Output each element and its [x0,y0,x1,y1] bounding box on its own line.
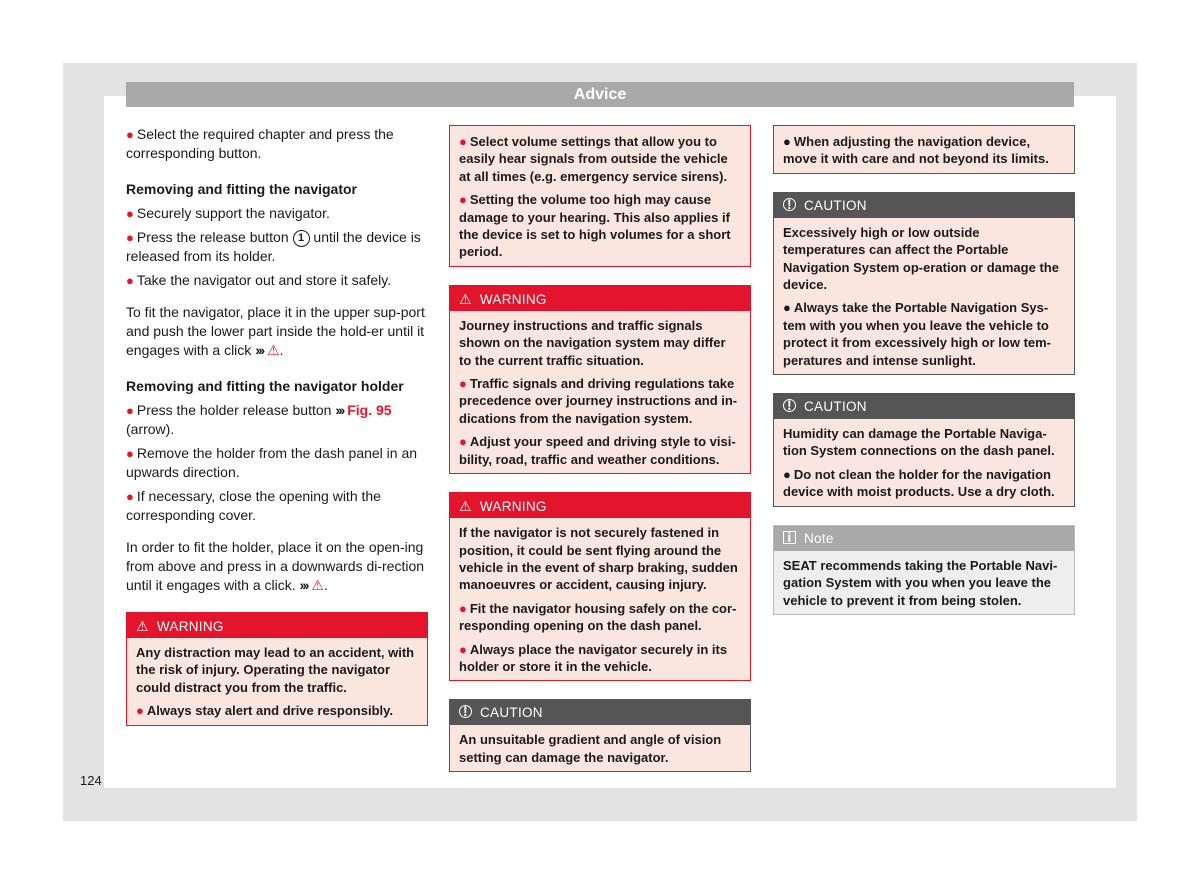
note-box [773,525,1075,615]
warning-text: If the navigator is not securely fastened in position, it could be sent flying around the vehicle in the event of sharp braking, sudden manoeuvres or accident, causing injury. [459,525,738,593]
list-item: ● Remove the holder from the dash panel in an upwards direction. [126,445,418,480]
bullet-icon: ● [126,230,134,245]
triple-chevron-icon: ››› [255,342,264,358]
info-icon: i [783,531,796,544]
note-text: SEAT recommends taking the Portable Navi-gation System with you when you leave the vehicle to prevent it from being stolen. [783,557,1058,608]
warning-continuation-box [449,125,751,267]
caution-box [773,393,1075,507]
bullet-icon: ● [126,489,134,504]
caution-text: Excessively high or low outside temperatures can affect the Portable Navigation System op-eration or damage the device. [783,224,1059,293]
warning-item: ● Select volume settings that allow you to easily hear signals from outside the vehicle at all times (e.g. emergency service sirens). [459,134,728,184]
warning-item: ● Adjust your speed and driving style to visi-bility, road, traffic and weather conditions. [459,434,736,467]
section-header: Advice [126,82,1074,107]
subheading: Removing and fitting the navigator holder [126,378,404,394]
warning-item: ● Always place the navigator securely in its holder or store it in the vehicle. [459,641,728,674]
caution-box [449,699,751,772]
bullet-icon: ● [783,134,791,149]
caution-continuation-box [773,125,1075,174]
warning-triangle-icon: ⚠ [459,498,472,515]
warning-box [126,612,428,726]
bullet-icon: ● [459,192,467,208]
warning-text: Journey instructions and traffic signals shown on the navigation system may differ to the current traffic situation. [459,317,726,368]
paragraph: To fit the navigator, place it in the upper sup-port and push the lower part inside the hold-er until it engages with a click ››› ⚠. [126,304,425,358]
warning-box [449,285,751,474]
caution-item: ● When adjusting the navigation device, move it with care and not beyond its limits. [783,134,1049,167]
warning-item: ● Fit the navigator housing safely on the cor-responding opening on the dash panel. [459,600,737,634]
bullet-icon: ● [783,466,791,482]
caution-header: ! CAUTION [774,193,1074,218]
bullet-icon: ● [459,641,467,657]
bullet-icon: ● [459,134,467,149]
warning-item: ● Traffic signals and driving regulations take precedence over journey instructions and in-dications from the navigation system. [459,376,738,426]
list-item: ● If necessary, close the opening with the corresponding cover. [126,488,381,523]
warning-triangle-icon: ⚠ [311,577,324,593]
warning-triangle-icon: ⚠ [136,618,149,634]
caution-circle-icon: ! [459,705,472,718]
warning-triangle-icon: ⚠ [267,342,280,358]
bullet-icon: ● [783,300,791,316]
subheading: Removing and fitting the navigator [126,181,358,197]
paragraph: In order to fit the holder, place it on the open-ing from above and press in a downwards di-rection until it engages with a click. ››› ⚠. [126,539,425,593]
warning-box [449,492,751,681]
bullet-icon: ● [459,434,467,450]
caution-item: ● Do not clean the holder for the navigation device with moist products. Use a dry cloth. [783,466,1055,500]
bullet-icon: ● [126,206,134,221]
bullet-icon: ● [126,403,134,418]
bullet-icon: ● [126,273,134,288]
warning-text: Any distraction may lead to an accident, with the risk of injury. Operating the navigator could distract you from the traffic. [136,645,415,695]
caution-box [773,192,1075,375]
caution-header: ! CAUTION [450,700,750,725]
warning-item: ● Always stay alert and drive responsibly. [136,703,393,719]
note-header: i Note [774,526,1074,551]
list-item: ● Take the navigator out and store it safely. [126,272,392,288]
warning-item: ● Setting the volume too high may cause damage to your hearing. This also applies if the device is set to high volumes for a short period. [459,192,731,260]
warning-header: ⚠ WARNING [127,613,427,638]
warning-header: ⚠ WARNING [450,493,750,518]
triple-chevron-icon: ››› [299,577,308,593]
warning-header: ⚠ WARNING [450,286,750,311]
bullet-icon: ● [136,703,144,719]
caution-header: ! CAUTION [774,394,1074,419]
list-item: ● Securely support the navigator. [126,205,330,221]
caution-circle-icon: ! [783,399,796,412]
column-1 [126,125,428,744]
bullet-icon: ● [126,446,134,461]
warning-triangle-icon: ⚠ [459,290,472,307]
caution-item: ● Always take the Portable Navigation Sys-tem with you when you leave the vehicle to protect it from excessively high or low tem-peratures and intense sunlight. [783,300,1052,368]
callout-number: 1 [293,230,310,247]
figure-reference-link[interactable]: Fig. 95 [347,402,392,418]
page-number: 124 [80,773,102,788]
bullet-icon: ● [459,376,467,392]
column-3 [773,125,1075,633]
bullet-icon: ● [459,600,467,616]
caution-circle-icon: ! [783,198,796,211]
instruction-text: ● Select the required chapter and press the corresponding button. [126,126,394,161]
caution-text: An unsuitable gradient and angle of vision setting can damage the navigator. [459,732,722,765]
triple-chevron-icon: ››› [335,402,344,418]
caution-text: Humidity can damage the Portable Naviga-tion System connections on the dash panel. [783,426,1055,459]
list-item: ● Press the holder release button ››› Fig. 95 (arrow). [126,402,392,437]
list-item: ● Press the release button 1 until the device is released from its holder. [126,229,421,264]
column-2 [449,125,751,790]
bullet-icon: ● [126,127,134,142]
